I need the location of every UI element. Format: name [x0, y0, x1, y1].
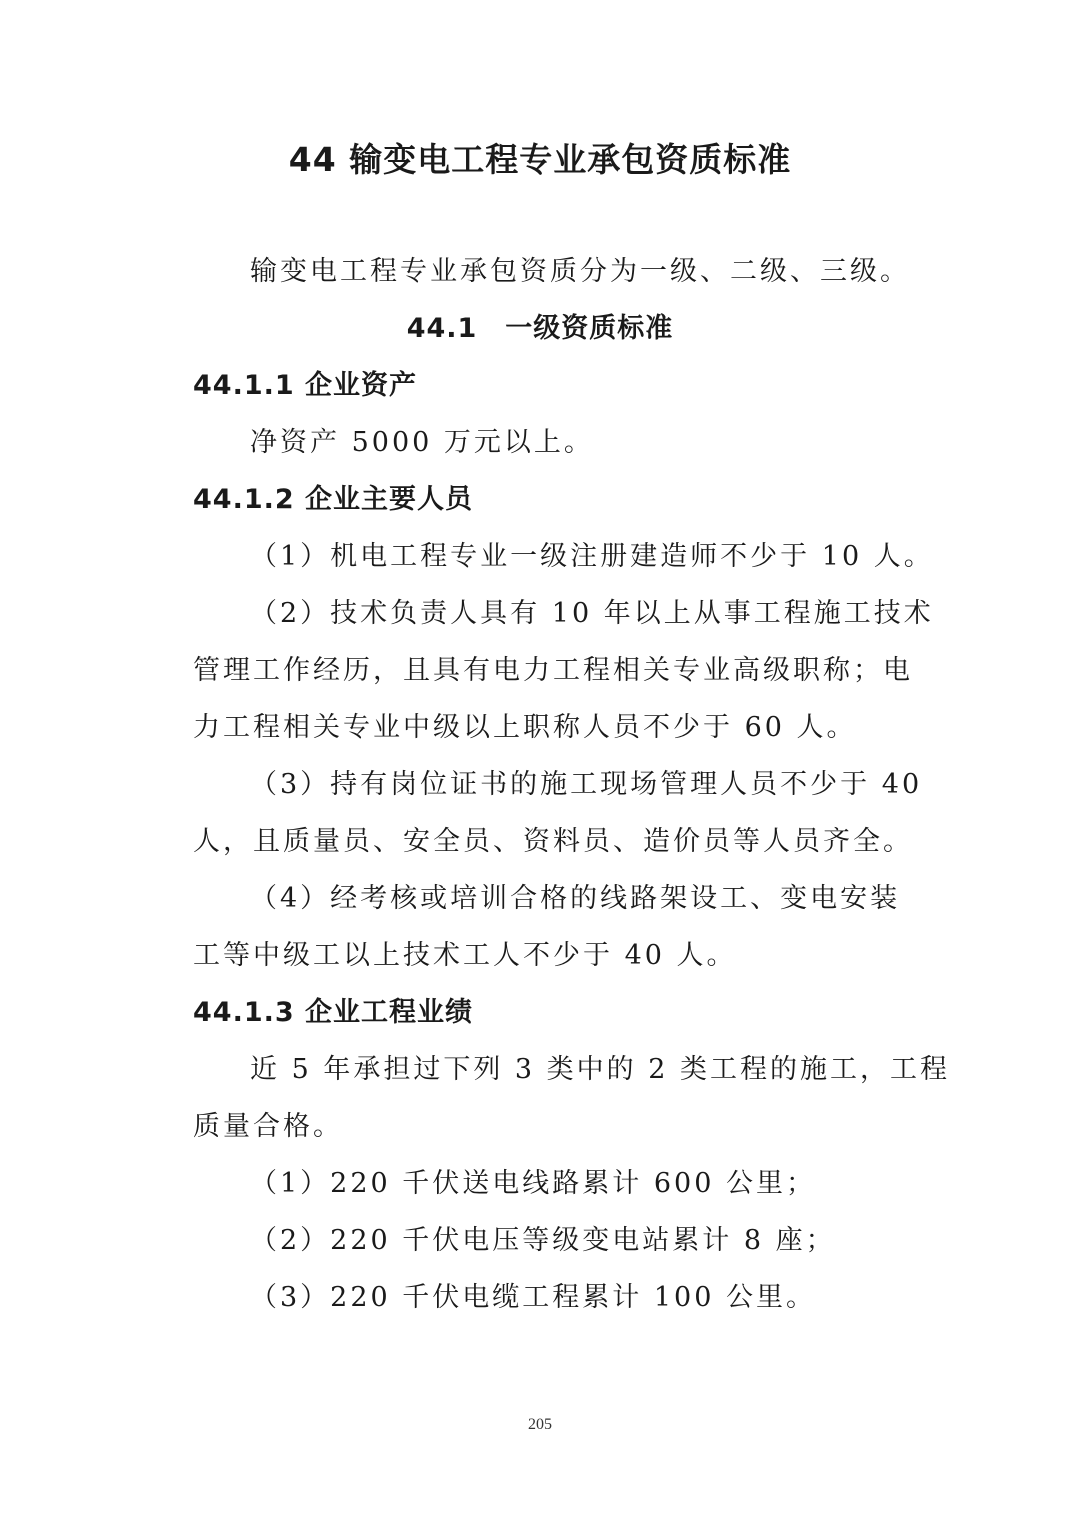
- page-number: 205: [528, 1416, 552, 1433]
- performance-line: 近 5 年承担过下列 3 类中的 2 类工程的施工，工程: [250, 1054, 951, 1085]
- page-title: 44 输变电工程专业承包资质标准: [288, 140, 792, 179]
- performance-line: （1）220 千伏送电线路累计 600 公里；: [250, 1168, 816, 1199]
- performance-line: 质量合格。: [193, 1111, 343, 1142]
- personnel-line: 管理工作经历，且具有电力工程相关专业高级职称；电: [193, 655, 913, 686]
- performance-line: （3）220 千伏电缆工程累计 100 公里。: [250, 1282, 816, 1313]
- personnel-line: （2）技术负责人具有 10 年以上从事工程施工技术: [250, 598, 934, 629]
- personnel-line: （4）经考核或培训合格的线路架设工、变电安装: [250, 883, 901, 914]
- section-heading: 44.1 一级资质标准: [406, 313, 674, 344]
- performance-line: （2）220 千伏电压等级变电站累计 8 座；: [250, 1225, 836, 1256]
- personnel-line: （1）机电工程专业一级注册建造师不少于 10 人。: [250, 541, 934, 572]
- assets-line: 净资产 5000 万元以上。: [250, 427, 594, 458]
- personnel-line: 人，且质量员、安全员、资料员、造价员等人员齐全。: [193, 826, 913, 857]
- personnel-line: 力工程相关专业中级以上职称人员不少于 60 人。: [193, 712, 857, 743]
- intro-paragraph: 输变电工程专业承包资质分为一级、二级、三级。: [250, 256, 910, 287]
- personnel-line: 工等中级工以上技术工人不少于 40 人。: [193, 940, 737, 971]
- subsection-heading-assets: 44.1.1 企业资产: [193, 370, 418, 401]
- subsection-heading-personnel: 44.1.2 企业主要人员: [193, 484, 474, 515]
- subsection-heading-performance: 44.1.3 企业工程业绩: [193, 997, 474, 1028]
- personnel-line: （3）持有岗位证书的施工现场管理人员不少于 40: [250, 769, 923, 800]
